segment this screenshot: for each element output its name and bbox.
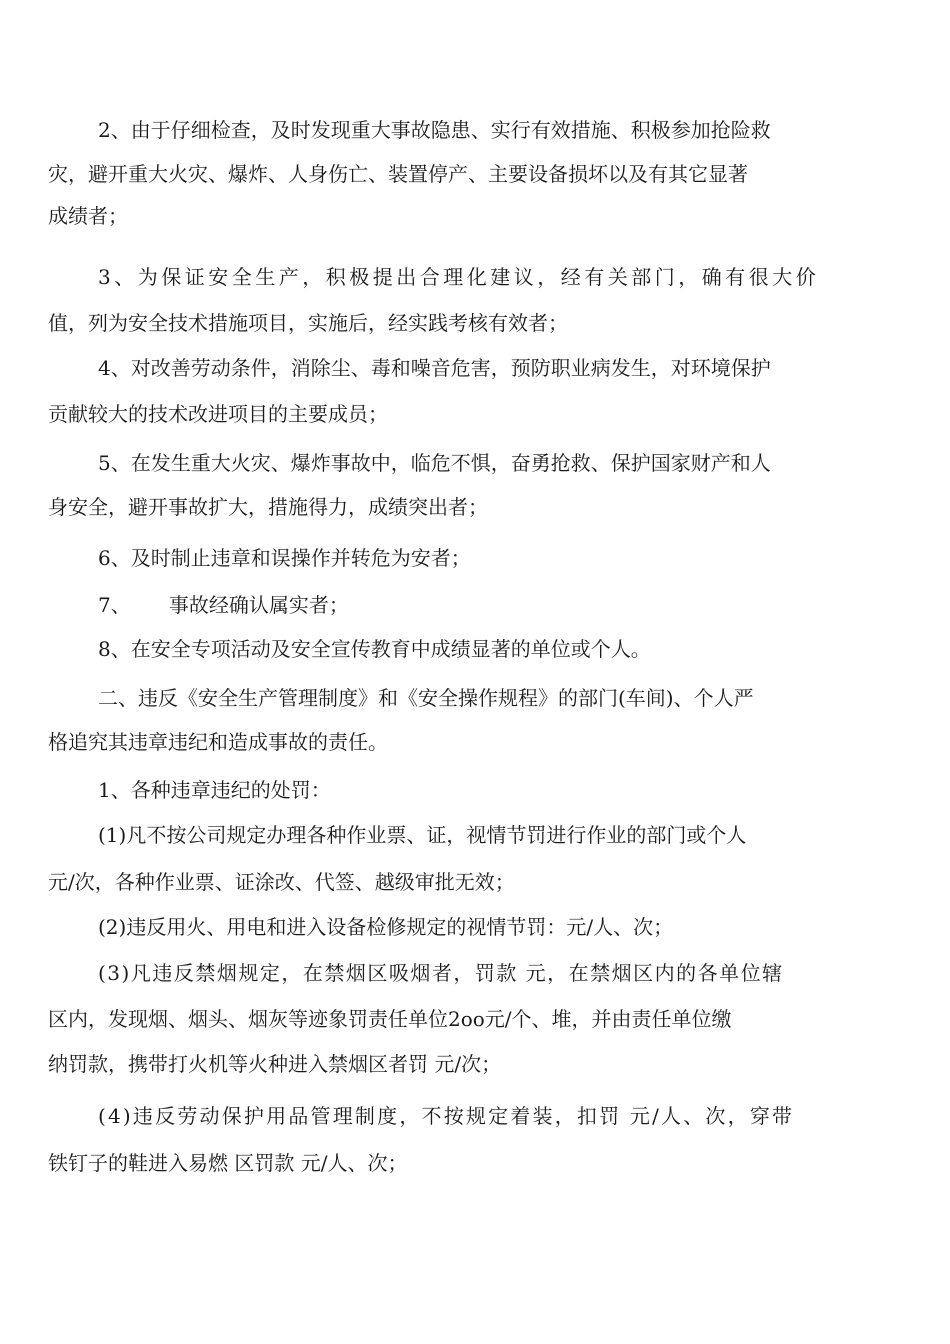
clause-4-line-1-text: (4)违反劳动保护用品管理制度，不按规定着装，扣罚 元/人、次，穿带	[98, 1104, 795, 1128]
item-2-line-3	[48, 203, 128, 229]
item-3-line-1-text: 3、为保证安全生产，积极提出合理化建议，经有关部门，确有很大价	[98, 265, 820, 289]
clause-1-line-1	[98, 822, 746, 848]
sub-1-line-1-text: 1、各种违章违纪的处罚：	[98, 778, 331, 802]
item-7-line-1	[98, 592, 349, 618]
section-2-line-1	[98, 685, 754, 711]
clause-1-line-2-text: 元/次，各种作业票、证涂改、代签、越级审批无效；	[48, 870, 515, 894]
section-2-line-1-text: 二、违反《安全生产管理制度》和《安全操作规程》的部门(车间)、个人严	[98, 686, 754, 710]
clause-1-line-2	[48, 869, 515, 895]
item-4-line-1	[98, 355, 771, 381]
item-2-line-1-text: 2、由于仔细检查，及时发现重大事故隐患、实行有效措施、积极参加抢险救	[98, 118, 771, 142]
item-5-line-1	[98, 450, 771, 476]
item-3-line-1	[98, 264, 898, 290]
item-2-line-1	[98, 117, 898, 143]
clause-3-line-3	[48, 1051, 501, 1077]
clause-4-line-2	[48, 1150, 407, 1176]
section-2-line-2-text: 格追究其违章违纪和造成事故的责任。	[48, 730, 388, 754]
item-6-line-1-text: 6、及时制止违章和误操作并转危为安者；	[98, 546, 471, 570]
item-5-line-2	[48, 494, 488, 520]
item-4-line-1-text: 4、对改善劳动条件，消除尘、毒和噪音危害，预防职业病发生，对环境保护	[98, 356, 771, 380]
item-4-line-2-text: 贡献较大的技术改进项目的主要成员；	[48, 402, 388, 426]
item-4-line-2	[48, 401, 388, 427]
clause-4-line-2-text: 铁钉子的鞋进入易燃 区罚款 元/人、次；	[48, 1151, 408, 1175]
clause-3-line-2-text: 区内，发现烟、烟头、烟灰等迹象罚责任单位2oo元/个、堆，并由责任单位缴	[48, 1007, 732, 1031]
section-2-line-2	[48, 729, 388, 755]
item-2-line-2-text: 灾，避开重大火灾、爆炸、人身伤亡、装置停产、主要设备损坏以及有其它显著	[48, 162, 748, 186]
sub-1-line-1	[98, 777, 331, 803]
clause-2-line-1-text: (2)违反用火、用电和进入设备检修规定的视情节罚：元/人、次；	[98, 915, 674, 939]
clause-4-line-1	[98, 1103, 794, 1129]
item-8-line-1-text: 8、在安全专项活动及安全宣传教育中成绩显著的单位或个人。	[98, 637, 651, 661]
item-2-line-3-text: 成绩者；	[48, 204, 128, 228]
item-5-line-1-text: 5、在发生重大火灾、爆炸事故中，临危不惧，奋勇抢救、保护国家财产和人	[98, 451, 771, 475]
clause-3-line-3-text: 纳罚款，携带打火机等火种进入禁烟区者罚 元/次；	[48, 1052, 502, 1076]
item-7-line-1-text: 7、 事故经确认属实者；	[98, 593, 349, 617]
item-8-line-1	[98, 636, 651, 662]
item-3-line-2-text: 值，列为安全技术措施项目，实施后，经实践考核有效者；	[48, 311, 568, 335]
clause-3-line-2	[48, 1006, 732, 1032]
item-6-line-1	[98, 545, 471, 571]
item-2-line-2	[48, 161, 898, 187]
clause-3-line-1	[98, 960, 784, 986]
clause-1-line-1-text: (1)凡不按公司规定办理各种作业票、证，视情节罚进行作业的部门或个人	[98, 823, 747, 847]
clause-2-line-1	[98, 914, 673, 940]
clause-3-line-1-text: (3)凡违反禁烟规定，在禁烟区吸烟者，罚款 元，在禁烟区内的各单位辖	[98, 961, 784, 985]
item-3-line-2	[48, 310, 568, 336]
item-5-line-2-text: 身安全，避开事故扩大，措施得力，成绩突出者；	[48, 495, 488, 519]
